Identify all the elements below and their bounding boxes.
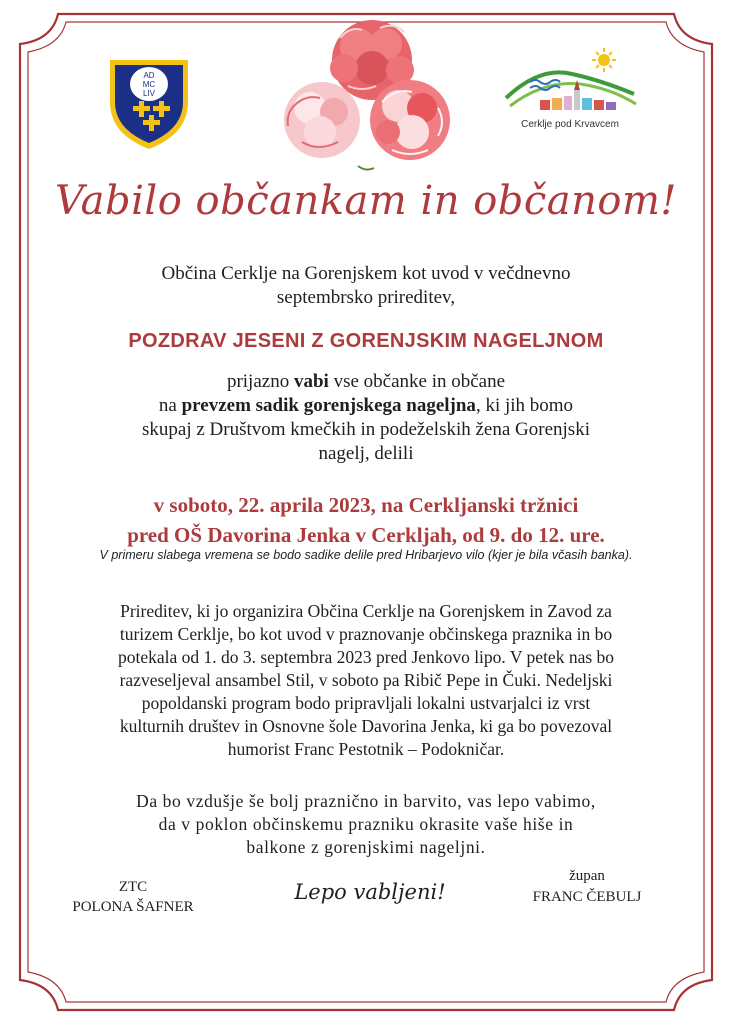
- shield-text-liv: LIV: [142, 89, 156, 98]
- program-line: popoldanski program bodo pripravljali lokalni ustvarjalci iz vrst: [141, 693, 591, 713]
- invite-text: vse občanke in občane: [328, 371, 506, 392]
- signature-name: POLONA ŠAFNER: [72, 899, 194, 915]
- carnation-flowers-illustration: [262, 8, 468, 178]
- date-line: v soboto, 22. aprila 2023, na Cerkljanski tržnici: [153, 493, 579, 517]
- page-title: Vabilo občankam in občanom!: [54, 178, 678, 224]
- signature-mayor: [512, 866, 662, 908]
- invite-paragraph: [40, 370, 692, 466]
- invite-bold-text: vabi: [293, 371, 329, 392]
- signature-title: župan: [569, 868, 605, 884]
- cerklje-logo-caption: Cerklje pod Krvavcem: [521, 119, 619, 130]
- program-line: Prireditev, ki jo organizira Občina Cerklje na Gorenjskem in Zavod za: [120, 601, 612, 621]
- intro-line: septembrsko prireditev,: [276, 287, 456, 308]
- intro-paragraph: [40, 262, 692, 310]
- program-line: razveseljeval ansambel Stil, v soboto pa Ribič Pepe in Čuki. Nedeljski: [119, 670, 613, 690]
- municipality-shield-logo: [106, 56, 192, 152]
- program-line: potekala od 1. do 3. septembra 2023 pred Jenkovo lipo. V petek nas bo: [117, 647, 615, 667]
- closing-line: da v poklon občinskemu prazniku okrasite vaše hiše in: [158, 814, 574, 834]
- program-line: humorist Franc Pestotnik – Podokničar.: [227, 739, 505, 759]
- signature-org: ZTC: [118, 879, 148, 895]
- welcome-signature: Lepo vabljeni!: [294, 880, 446, 904]
- date-line: pred OŠ Davorina Jenka v Cerkljah, od 9. do 12. ure.: [127, 523, 605, 547]
- program-line: turizem Cerklje, bo kot uvod v praznovanje občinskega praznika in bo: [119, 624, 613, 644]
- event-date-location: [30, 490, 702, 550]
- closing-line: Da bo vzdušje še bolj praznično in barvito, vas lepo vabimo,: [136, 791, 596, 811]
- program-paragraph: [50, 600, 682, 761]
- shield-text-mc: MC: [142, 80, 156, 89]
- invite-line: skupaj z Društvom kmečkih in podeželskih žena Gorenjski: [142, 419, 590, 440]
- closing-line: balkone z gorenjskimi nageljni.: [246, 837, 486, 857]
- invite-line: [40, 394, 692, 418]
- invite-text: na: [158, 395, 182, 416]
- closing-paragraph: [70, 790, 662, 859]
- invite-line: nagelj, delili: [318, 443, 414, 464]
- bad-weather-note: V primeru slabega vremena se bodo sadike delile pred Hribarjevo vilo (kjer je bila včasih banka).: [99, 548, 633, 562]
- signature-name: FRANC ČEBULJ: [532, 889, 642, 905]
- program-line: kulturnih društev in Osnovne šole Davorina Jenka, ki ga bo povezoval: [119, 716, 613, 736]
- shield-text-ad: AD: [143, 71, 155, 80]
- invite-text: , ki jih bomo: [475, 395, 574, 416]
- event-heading: POZDRAV JESENI Z GORENJSKIM NAGELJNOM: [128, 330, 604, 352]
- invite-line: [40, 370, 692, 394]
- signature-ztc: [58, 877, 208, 917]
- invite-text: prijazno: [226, 371, 294, 392]
- intro-line: Občina Cerklje na Gorenjskem kot uvod v večdnevno: [161, 263, 571, 284]
- invite-bold-text: prevzem sadik gorenjskega nageljna: [181, 395, 476, 416]
